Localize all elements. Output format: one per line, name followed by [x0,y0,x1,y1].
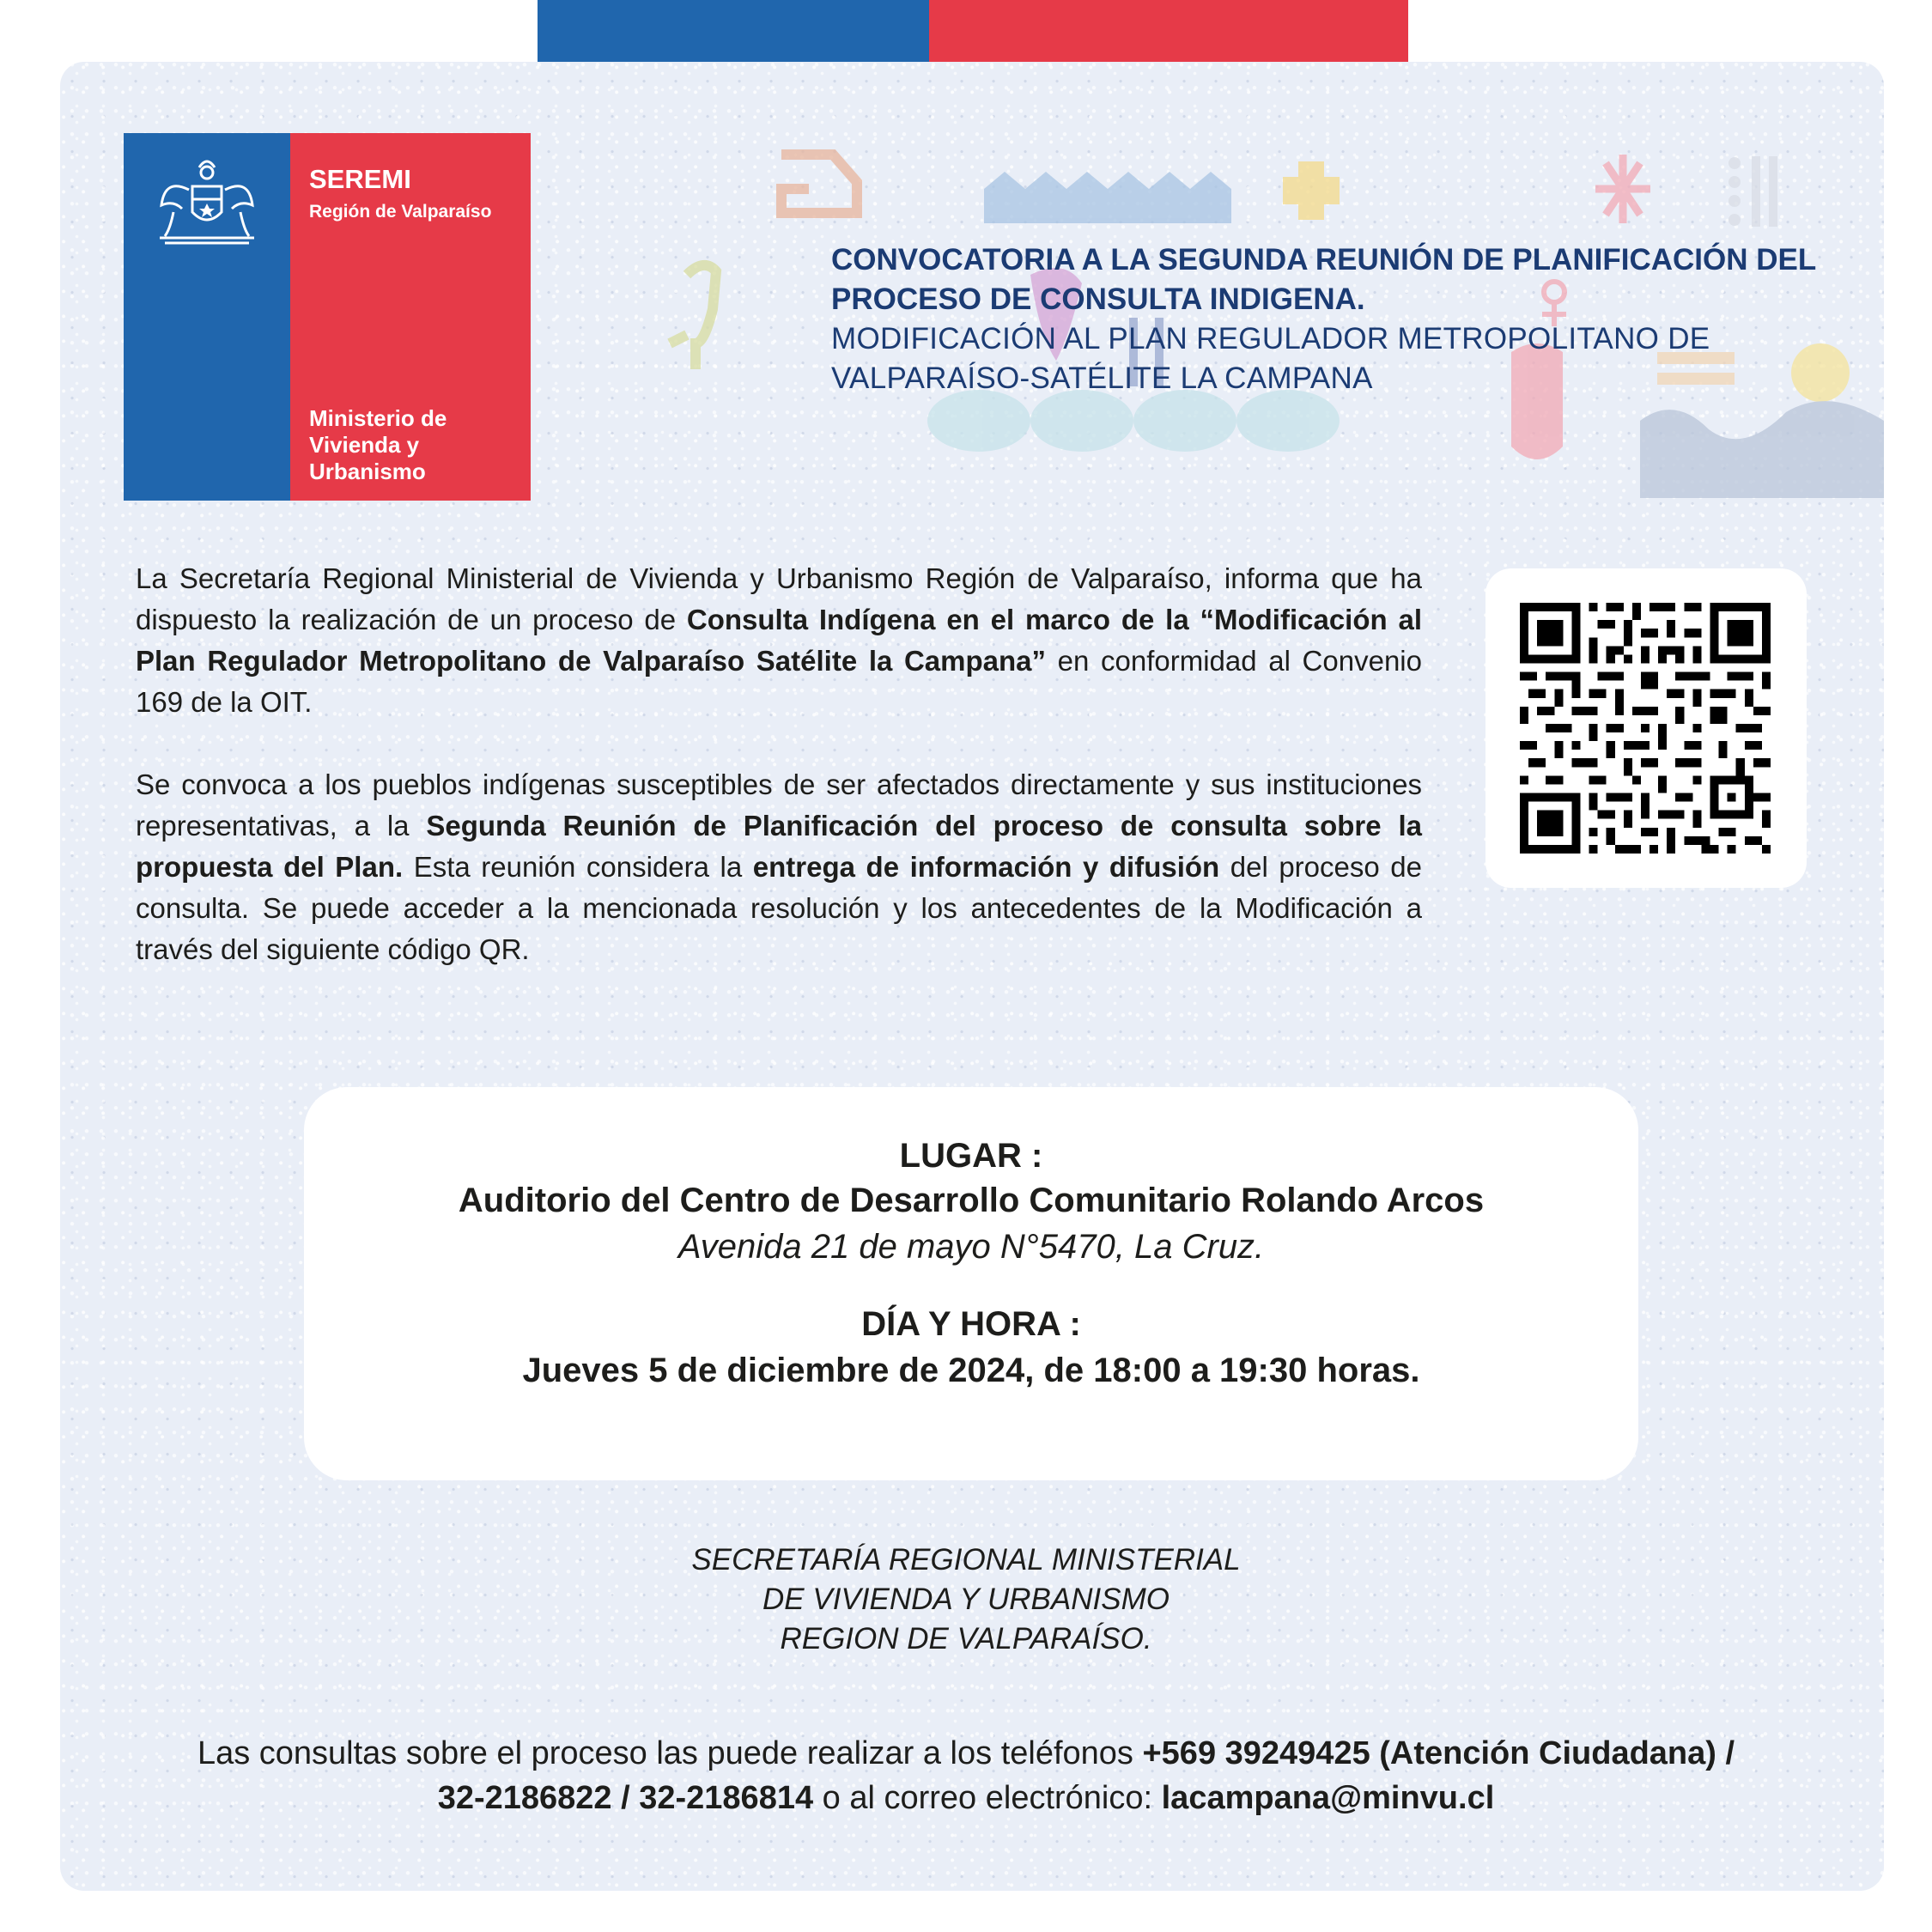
title-modificacion: MODIFICACIÓN AL PLAN REGULADOR METROPOLITANO DE VALPARAÍSO-SATÉLITE LA CAMPANA [831,322,1710,395]
dia-hora-label: DÍA Y HORA : [861,1305,1081,1343]
logo-region-text: Región de Valparaíso [309,202,492,222]
p2-text-c: Esta reunión considera la [403,851,753,883]
p2-text-bold-1: Segunda Reunión de Planificación del proceso de consulta sobre la propuesta del Plan. [136,810,1422,883]
logo-ministry-text: Ministerio de Vivienda y Urbanismo [309,405,447,484]
flag-stripe-blue [538,0,929,62]
p2-text-a: Se convoca a los pueblos indígenas susceptibles de ser afectados directamente y sus instituciones representativas, a la [136,769,1422,841]
p1-text-c: en conformidad al Convenio 169 de la OIT. [136,645,1422,718]
contact-info [0,1731,1932,1820]
logo-red-panel [290,133,531,501]
event-info-box [304,1087,1638,1480]
flag-stripe-red [929,0,1408,62]
chile-coat-of-arms-icon [139,152,275,255]
paragraph-intro [136,558,1422,723]
dia-hora-value: Jueves 5 de diciembre de 2024, de 18:00 a 19:30 horas. [522,1352,1420,1389]
contact-line-2 [0,1776,1932,1820]
qr-code-icon[interactable] [1520,603,1771,854]
paragraph-convocation [136,764,1422,970]
header-title [831,240,1819,398]
contact-phone-1[interactable]: +569 39249425 (Atención Ciudadana) / [1142,1735,1735,1771]
signature-block [0,1540,1932,1659]
signature-line-1: SECRETARÍA REGIONAL MINISTERIAL [691,1543,1241,1577]
p2-text-e: del proceso de consulta. Se puede acceder a la mencionada resolución y los antecedentes de la Modificación a través del siguiente código QR. [136,851,1422,965]
contact-intro: Las consultas sobre el proceso las puede realizar a los teléfonos [197,1735,1143,1771]
logo-seremi-text: SEREMI [309,164,411,194]
p1-text-bold: Consulta Indígena en el marco de la “Modificación al Plan Regulador Metropolitano de Valparaíso Satélite la Campana” [136,604,1422,677]
contact-line-1 [0,1731,1932,1776]
signature-line-3: REGION DE VALPARAÍSO. [780,1622,1152,1656]
contact-email[interactable]: lacampana@minvu.cl [1161,1780,1495,1816]
lugar-name: Auditorio del Centro de Desarrollo Comunitario Rolando Arcos [458,1182,1485,1219]
p1-text-a: La Secretaría Regional Ministerial de Vivienda y Urbanismo Región de Valparaíso, informa que ha dispuesto la realización de un proceso de [136,562,1422,635]
p2-text-bold-2: entrega de información y difusión [752,851,1220,883]
lugar-address: Avenida 21 de mayo N°5470, La Cruz. [677,1228,1265,1266]
logo-blue-panel [124,133,290,501]
title-convocatoria: CONVOCATORIA A LA SEGUNDA REUNIÓN DE PLANIFICACIÓN DEL PROCESO DE CONSULTA INDIGENA. [831,243,1816,316]
qr-code-box[interactable] [1485,568,1807,888]
seremi-logo [124,133,531,501]
signature-line-2: DE VIVIENDA Y URBANISMO [762,1583,1170,1616]
lugar-label: LUGAR : [899,1137,1043,1175]
contact-phones-2[interactable]: 32-2186822 / 32-2186814 [437,1780,814,1816]
contact-email-intro: o al correo electrónico: [813,1780,1162,1816]
